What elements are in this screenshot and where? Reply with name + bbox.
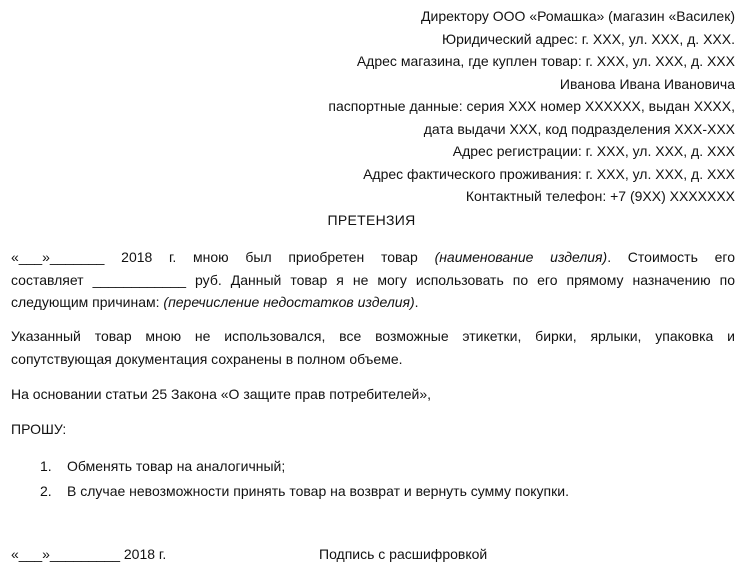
recipient-line: паспортные данные: серия ХХХ номер ХХХХХХ, выдан ХХХХ, <box>328 98 735 114</box>
recipient-block <box>328 5 735 208</box>
request-list <box>40 454 569 504</box>
recipient-line: Контактный телефон: +7 (9ХХ) ХХХХХХХ <box>465 188 735 204</box>
recipient-line: Юридический адрес: г. ХХХ, ул. ХХХ, д. ХХХ. <box>441 30 735 47</box>
list-item <box>40 479 569 504</box>
paragraph-line <box>11 291 735 314</box>
signature-label: Подпись с расшифровкой <box>319 546 488 562</box>
list-number: 1. <box>40 458 52 474</box>
law-reference: На основании статьи 25 Закона «О защите прав потребителей», <box>11 386 432 402</box>
purchase-paragraph <box>11 246 735 314</box>
list-text: Обменять товар на аналогичный; <box>67 458 286 474</box>
text-segment: следующим причинам: <box>11 294 164 311</box>
list-text: В случае невозможности принять товар на возврат и вернуть сумму покупки. <box>67 483 569 499</box>
list-item <box>40 454 569 479</box>
document-title: ПРЕТЕНЗИЯ <box>327 212 416 228</box>
recipient-line: Иванова Ивана Ивановича <box>559 75 735 92</box>
item-name-placeholder: (наименование изделия) <box>434 249 608 265</box>
recipient-line: Директору ООО «Ромашка» (магазин «Василек) <box>421 8 735 24</box>
recipient-line: Адрес фактического проживания: г. ХХХ, ул. ХХХ, д. ХХХ <box>363 165 735 182</box>
text-segment: . Стоимость его <box>607 249 735 265</box>
recipient-line: дата выдачи ХХХ, код подразделения ХХХ-ХХХ <box>423 120 735 137</box>
request-heading: ПРОШУ: <box>11 421 67 437</box>
condition-paragraph <box>11 325 735 370</box>
recipient-line: Адрес магазина, где куплен товар: г. ХХХ, ул. ХХХ, д. ХХХ <box>356 53 735 69</box>
text-segment: «___»_______ 2018 г. мною был приобретен товар <box>11 249 435 265</box>
text-segment: . <box>414 294 419 311</box>
list-number: 2. <box>40 483 52 499</box>
signature-date: «___»_________ 2018 г. <box>11 546 167 562</box>
paragraph-line: Указанный товар мною не использовался, все возможные этикетки, бирки, ярлыки, упаковка и <box>11 328 735 344</box>
recipient-line: Адрес регистрации: г. ХХХ, ул. ХХХ, д. ХХХ <box>452 143 735 159</box>
paragraph-line: составляет ____________ руб. Данный товар я не могу использовать по его прямому назначению по <box>11 271 735 288</box>
paragraph-line <box>11 246 735 269</box>
defects-placeholder: (перечисление недостатков изделия) <box>163 294 415 311</box>
paragraph-line: сопутствующая документация сохранены в полном объеме. <box>11 350 403 367</box>
